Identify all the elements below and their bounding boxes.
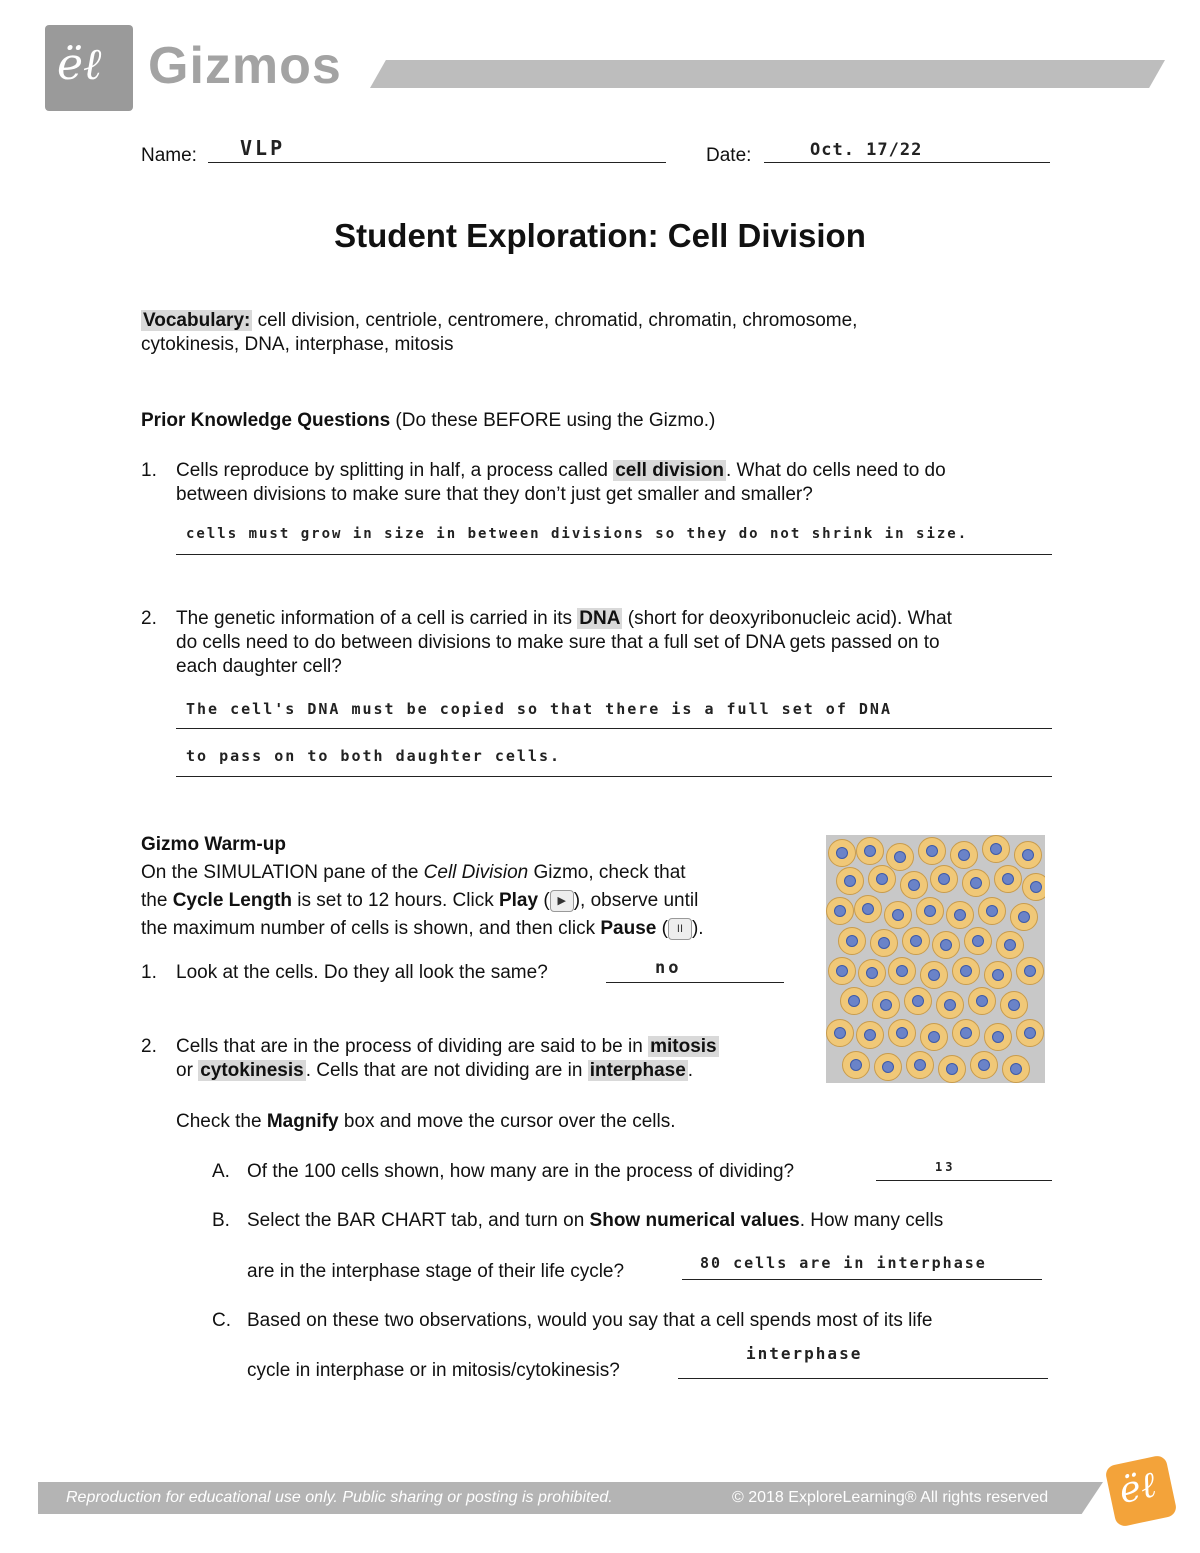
gizmos-brand: Gizmos [148,37,342,95]
cell [1016,1019,1044,1047]
cell [984,961,1012,989]
name-label: Name: [141,145,197,166]
sub-question-c-line2: cycle in interphase or in mitosis/cytokinesis? [247,1360,620,1381]
cell [836,867,864,895]
cell [870,929,898,957]
cell [828,957,856,985]
warmup-question-1: Look at the cells. Do they all look the same? [176,962,548,983]
cell [1022,873,1045,901]
answer-line [176,776,1052,777]
cell [918,837,946,865]
cell [858,959,886,987]
sub-label: B. [212,1210,230,1231]
sub-label: C. [212,1310,231,1331]
answer-c[interactable]: interphase [746,1344,863,1363]
cell-division-image [826,835,1045,1083]
sub-label: A. [212,1161,230,1182]
sub-question-b: Select the BAR CHART tab, and turn on Show numerical values. How many cells [247,1210,944,1231]
warmup-answer-1[interactable]: no [655,958,682,978]
date-answer[interactable]: Oct. 17/22 [810,140,923,160]
cell [984,1023,1012,1051]
cell [888,957,916,985]
cell [874,1053,902,1081]
cell [952,1019,980,1047]
cell [970,1051,998,1079]
explorelearning-footer-logo: ëℓ [1104,1454,1178,1528]
prior-answer-2b[interactable]: to pass on to both daughter cells. [186,747,562,765]
answer-line [678,1378,1048,1379]
answer-b[interactable]: 80 cells are in interphase [700,1254,987,1272]
cell [872,991,900,1019]
cell [900,871,928,899]
cell [868,865,896,893]
cell [854,895,882,923]
question-number: 2. [141,1036,157,1057]
prior-answer-1[interactable]: cells must grow in size in between divisions so they do not shrink in size. [186,526,969,542]
answer-line [176,728,1052,729]
cell [888,1019,916,1047]
cell [994,865,1022,893]
cell [978,897,1006,925]
cell [946,901,974,929]
cell [828,839,856,867]
cell [856,1021,884,1049]
prior-question-1: Cells reproduce by splitting in half, a process called cell division . What do cells need to do between divisions to make sure that they don’t just get smaller and smaller? [176,460,946,505]
magnify-instruction: Check the Magnify box and move the cursor over the cells. [176,1111,676,1132]
cell [930,865,958,893]
cell [1016,957,1044,985]
answer-a[interactable]: 13 [935,1160,956,1174]
name-answer[interactable]: VLP [240,136,286,160]
vocabulary-terms-1: cell division, centriole, centromere, chromatid, chromatin, chromosome, [252,310,858,331]
cell [904,987,932,1015]
cell [962,869,990,897]
answer-line [606,982,784,983]
cell [996,931,1024,959]
cell [952,957,980,985]
vocabulary-terms-2: cytokinesis, DNA, interphase, mitosis [141,334,454,355]
cell [1010,903,1038,931]
footer-disclaimer: Reproduction for educational use only. Public sharing or posting is prohibited. [66,1489,613,1506]
prior-knowledge-heading: Prior Knowledge Questions (Do these BEFORE using the Gizmo.) [141,410,716,431]
cell [884,901,912,929]
question-number: 1. [141,962,157,983]
cell [1002,1055,1030,1083]
cell [920,1023,948,1051]
name-line [208,162,666,163]
cell [1000,991,1028,1019]
date-line [764,162,1050,163]
cell [968,987,996,1015]
vocabulary-label: Vocabulary: [143,310,251,331]
answer-line [682,1279,1042,1280]
cell [936,991,964,1019]
cell [826,897,854,925]
cell [950,841,978,869]
cell [916,897,944,925]
prior-question-2: The genetic information of a cell is carried in its DNA (short for deoxyribonucleic acid). What do cells need to do between divisions to make sure that a full set of DNA gets passed on to each daughter cell? [176,608,952,677]
cell [964,927,992,955]
cell [826,1019,854,1047]
answer-line [176,554,1052,555]
cell [902,927,930,955]
prior-answer-2a[interactable]: The cell's DNA must be copied so that there is a full set of DNA [186,700,892,718]
warmup-question-2: Cells that are in the process of dividing are said to be in mitosis or cytokinesis . Cells that are not dividing are in interphase . [176,1036,717,1081]
cell [840,987,868,1015]
play-icon: ▶ [550,890,574,912]
answer-line [876,1180,1052,1181]
cell [1014,841,1042,869]
header-bar [370,60,1165,88]
cell [906,1051,934,1079]
sub-question-b-line2: are in the interphase stage of their life cycle? [247,1261,625,1282]
cell [920,961,948,989]
date-label: Date: [706,145,752,166]
warmup-heading: Gizmo Warm-up [141,834,286,855]
cell [856,837,884,865]
cell [838,927,866,955]
sub-question-c: Based on these two observations, would you say that a cell spends most of its life [247,1310,933,1331]
footer-copyright: © 2018 ExploreLearning® All rights reserved [732,1489,1049,1506]
explorelearning-logo: ëℓ [45,25,133,111]
cell [932,931,960,959]
pause-icon: II [668,918,692,940]
cell [982,835,1010,863]
sub-question-a: Of the 100 cells shown, how many are in the process of dividing? [247,1161,795,1182]
cell [938,1055,966,1083]
cell [842,1051,870,1079]
question-number: 1. [141,460,157,481]
warmup-section: Gizmo Warm-up On the SIMULATION pane of the Cell Division Gizmo, check that the Cycle Length is set to 12 hours. Click Play ( ▶ ), observe until the maximum number of cells is shown, and then click Pause ( II ). [141,834,704,939]
question-number: 2. [141,608,157,629]
page-title: Student Exploration: Cell Division [334,217,866,254]
vocabulary [141,309,1041,357]
